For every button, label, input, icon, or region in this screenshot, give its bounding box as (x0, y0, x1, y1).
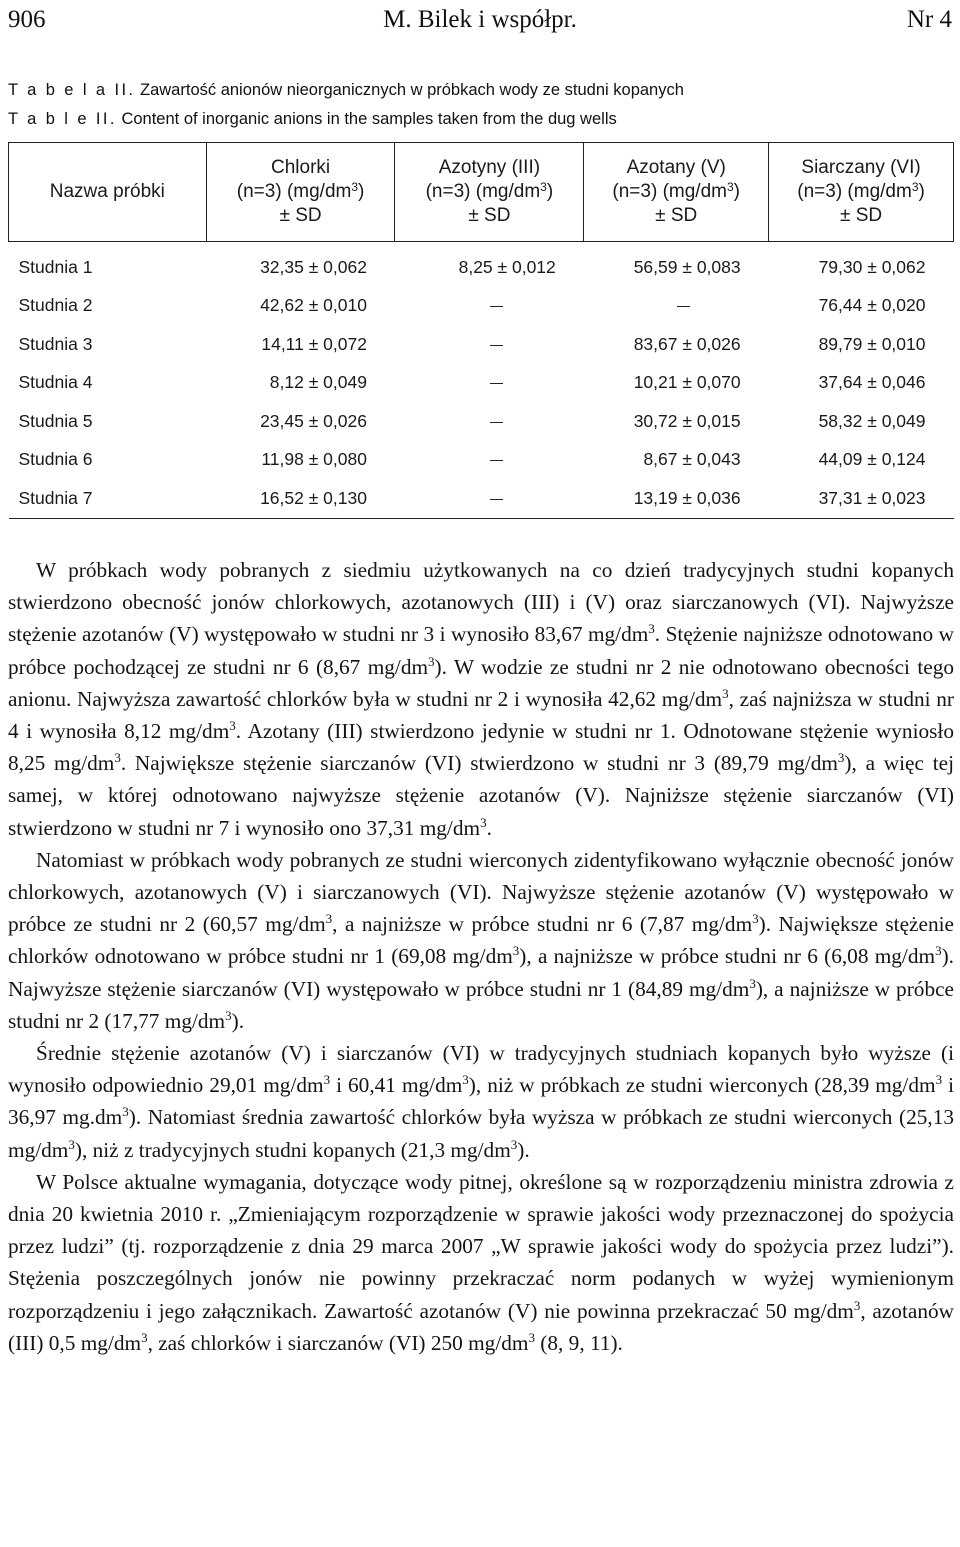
paragraph-text: i 36,97 mg.dm (8, 1073, 954, 1130)
cell-sulfates: 44,09 ± 0,124 (818, 449, 926, 470)
unit-exponent: 3 (853, 1297, 861, 1313)
cell-nitrites-not-detected (395, 325, 584, 364)
paragraph-text: Natomiast w próbkach wody pobranych ze studni wierconych zidentyfikowano wyłącznie obecność jonów chlorkowych, azotanowych (V) i siarczanowych (VI). Najwyższe stężenie azotanów (V) występowało w próbce ze studni nr 2 (60,57 mg/dm (8, 847, 954, 937)
not-detected-dash (490, 345, 503, 346)
cell-chlorides: 8,12 ± 0,049 (269, 372, 367, 393)
cell-sulfates: 37,31 ± 0,023 (769, 479, 954, 518)
unit-exponent: 3 (122, 1104, 129, 1120)
unit-exponent: 3 (752, 911, 759, 927)
paragraph-text: ). (517, 1137, 530, 1162)
cell-nitrites-not-detected (395, 479, 584, 518)
not-detected-dash (490, 306, 503, 307)
unit-exponent: 3 (68, 1136, 75, 1152)
cell-nitrates: 56,59 ± 0,083 (633, 256, 741, 277)
table-row (9, 402, 954, 441)
page-number: 906 (8, 6, 46, 33)
paragraph-text: i 60,41 mg/dm (330, 1073, 463, 1098)
cell-nitrates: 10,21 ± 0,070 (633, 372, 741, 393)
table-caption-polish (8, 80, 952, 100)
cell-sample-name: Studnia 4 (18, 372, 93, 393)
not-detected-dash (490, 383, 503, 384)
header-unit: (n=3) (mg/dm (425, 181, 541, 202)
paragraph-text: W Polsce aktualne wymagania, dotyczące wody pitnej, określone są w rozporządzeniu ministra zdrowia z dnia 20 kwietnia 2010 r. „Zmieniającym rozporządzenie w sprawie jakości wody przeznaczonej do spożycia przez ludzi” (tj. rozporządzenie z dnia 29 marca 2007 „W sprawie jakości wody do spożycia przez ludzi”). Stężenia poszczególnych jonów nie powinny przekraczać norm podanych w wyżej wymienionym rozporządzeniu i jego załącznikach. Zawartość azotanów (V) nie powinna przekraczać 50 mg/dm (8, 1169, 954, 1323)
cell-nitrates: 13,19 ± 0,036 (584, 479, 769, 518)
unit-exponent: 3 (749, 975, 756, 991)
cell-chlorides: 32,35 ± 0,062 (260, 256, 367, 277)
unit-exponent: 3 (935, 943, 942, 959)
paragraph-text: . (486, 815, 492, 840)
cell-sulfates: 37,64 ± 0,046 (818, 372, 926, 393)
unit-exponent: 3 (462, 1072, 469, 1088)
unit-exponent: 3 (837, 750, 845, 766)
cell-sulfates: 79,30 ± 0,062 (818, 256, 926, 277)
cell-nitrates: 83,67 ± 0,026 (633, 333, 741, 354)
cell-sample-name: Studnia 1 (18, 256, 93, 277)
cell-sample-name: Studnia 6 (18, 449, 93, 470)
table-row (9, 364, 954, 403)
unit-exponent: 3 (512, 943, 520, 959)
header-nitrates (584, 143, 769, 242)
header-sd: ± SD (655, 205, 698, 226)
table-row (9, 441, 954, 480)
header-label: Azotyny (III) (438, 157, 541, 178)
paragraph-text: , zaś najniższa w studni nr 4 i wynosiła 8,12 mg/dm (8, 686, 954, 744)
cell-chlorides: 23,45 ± 0,026 (260, 410, 367, 431)
header-label: Azotany (V) (626, 157, 726, 178)
paragraph-text: . Stężenie najniższe odnotowano w próbce pochodzącej ze studni nr 6 (8,67 mg/dm (8, 622, 954, 679)
paragraph-text: , zaś chlorków i siarczanów (VI) 250 mg/dm (147, 1330, 529, 1355)
unit-exponent: 3 (722, 685, 729, 701)
paragraph-text: ), a najniższe w próbce studni nr 6 (6,08 mg/dm (519, 944, 936, 969)
body-paragraph (8, 1037, 954, 1166)
paragraph-text: . Azotany (III) stwierdzono jedynie w studni nr 1. Odnotowane stężenie wyniosło 8,25 mg/dm (8, 719, 954, 776)
cell-nitrites-not-detected (395, 402, 584, 441)
body-paragraph (8, 1166, 954, 1359)
cell-sample-name: Studnia 5 (18, 410, 93, 431)
paragraph-text: ). Najwyższe stężenie siarczanów (VI) występowało w próbce studni nr 1 (84,89 mg/dm (8, 944, 954, 1001)
header-unit-exponent: 3 (726, 180, 734, 194)
table-body (9, 242, 954, 519)
header-label: Chlorki (271, 157, 331, 178)
cell-chlorides: 42,62 ± 0,010 (260, 295, 367, 316)
paragraph-text: ). (231, 1008, 245, 1033)
cell-sulfates: 76,44 ± 0,020 (818, 295, 926, 316)
paragraph-text: ), niż w próbkach ze studni wierconych (28,39 mg/dm (468, 1073, 936, 1098)
header-unit-close: ) (546, 181, 554, 202)
paragraph-text: ). Natomiast średnia zawartość chlorków była wyższa w próbkach ze studni wierconych (25,13 mg/dm (8, 1105, 954, 1162)
table-row (9, 325, 954, 364)
table-header-row (9, 143, 954, 242)
not-detected-dash (490, 499, 503, 500)
header-sample-name (9, 143, 207, 242)
header-unit-exponent: 3 (540, 180, 547, 194)
cell-chlorides: 14,11 ± 0,072 (261, 333, 367, 354)
unit-exponent: 3 (229, 718, 236, 734)
paragraph-text: (8, 9, 11). (534, 1330, 623, 1355)
cell-sample-name: Studnia 2 (18, 295, 93, 316)
cell-nitrites-not-detected (395, 287, 584, 326)
header-sd: ± SD (468, 205, 511, 226)
table-title-english: Content of inorganic anions in the samples taken from the dug wells (121, 110, 617, 128)
cell-nitrites-not-detected (395, 364, 584, 403)
header-sd: ± SD (279, 205, 322, 226)
unit-exponent: 3 (323, 1072, 331, 1088)
cell-nitrates: 8,67 ± 0,043 (643, 449, 741, 470)
cell-chlorides: 11,98 ± 0,080 (261, 449, 367, 470)
not-detected-dash (490, 460, 503, 461)
header-chlorides (206, 143, 395, 242)
unit-exponent: 3 (528, 1329, 535, 1345)
not-detected-dash (490, 422, 503, 423)
running-head-authors: M. Bilek i współpr. (383, 6, 577, 33)
header-unit-exponent: 3 (351, 180, 359, 194)
table-label-polish: T a b e l a II. (8, 81, 136, 99)
cell-nitrates: 30,72 ± 0,015 (633, 410, 741, 431)
cell-nitrites: 8,25 ± 0,012 (458, 256, 556, 277)
paragraph-text: ). Największe stężenie chlorków odnotowano w próbce studni nr 1 (69,08 mg/dm (8, 912, 954, 969)
paragraph-text: . Największe stężenie siarczanów (VI) stwierdzono w studni nr 3 (89,79 mg/dm (120, 751, 838, 776)
unit-exponent: 3 (428, 653, 435, 669)
cell-sulfates: 89,79 ± 0,010 (818, 333, 926, 354)
unit-exponent: 3 (325, 911, 333, 927)
not-detected-dash (677, 306, 690, 307)
running-head (8, 0, 952, 40)
table-row (9, 479, 954, 518)
paragraph-text: ), a najniższe w próbce studni nr 2 (17,77 mg/dm (8, 976, 954, 1033)
issue-number: Nr 4 (906, 6, 952, 33)
header-sample-label: Nazwa próbki (49, 181, 165, 202)
header-unit-exponent: 3 (911, 180, 919, 194)
header-unit: (n=3) (mg/dm (797, 181, 912, 202)
unit-exponent: 3 (648, 621, 655, 637)
header-unit: (n=3) (mg/dm (612, 181, 727, 202)
header-sd: ± SD (840, 205, 883, 226)
paragraph-text: Średnie stężenie azotanów (V) i siarczanów (VI) w tradycyjnych studniach kopanych było wyższe (i wynosiło odpowiednio 29,01 mg/dm (8, 1041, 954, 1098)
table-row (9, 287, 954, 326)
anions-table (8, 142, 954, 519)
cell-nitrates-not-detected (584, 287, 769, 326)
table-caption-english (8, 109, 952, 129)
cell-nitrites-not-detected (395, 441, 584, 480)
body-paragraph (8, 554, 954, 844)
header-nitrites (395, 143, 584, 242)
unit-exponent: 3 (480, 814, 487, 830)
paragraph-text: ), a więc tej samej, w której odnotowano najwyższe stężenie azotanów (V). Najniższe stężenie siarczanów (VI) stwierdzono w studni nr 7 i wynosiło ono 37,31 mg/dm (8, 751, 954, 840)
table-row (9, 242, 954, 287)
paragraph-text: ), niż z tradycyjnych studni kopanych (21,3 mg/dm (74, 1137, 511, 1162)
header-label: Siarczany (VI) (801, 157, 921, 178)
paragraph-text: , azotanów (III) 0,5 mg/dm (8, 1298, 954, 1355)
cell-sample-name: Studnia 3 (18, 333, 93, 354)
table-label-english: T a b l e II. (8, 110, 117, 128)
paragraph-text: ). W wodzie ze studni nr 2 nie odnotowano obecności tego anionu. Najwyższa zawartość chlorków była w studni nr 2 i wynosiła 42,62 mg/dm (8, 654, 955, 711)
header-unit-close: ) (358, 181, 365, 202)
header-unit: (n=3) (mg/dm (236, 181, 352, 202)
paragraph-text: , a najniższe w próbce studni nr 6 (7,87 mg/dm (332, 912, 753, 937)
cell-sulfates: 58,32 ± 0,049 (818, 410, 926, 431)
body-paragraph (8, 844, 954, 1037)
table-title-polish: Zawartość anionów nieorganicznych w próbkach wody ze studni kopanych (140, 81, 684, 99)
unit-exponent: 3 (935, 1072, 943, 1088)
article-body (8, 554, 954, 1359)
unit-exponent: 3 (141, 1329, 148, 1345)
paragraph-text: W próbkach wody pobranych z siedmiu użytkowanych na co dzień tradycyjnych studni kopanych stwierdzono obecność jonów chlorkowych, azotanowych (III) i (V) oraz siarczanowych (VI). Najwyższe stężenie azotanów (V) występowało w studni nr 3 i wynosiło 83,67 mg/dm (8, 558, 954, 647)
cell-chlorides: 16,52 ± 0,130 (206, 479, 395, 518)
unit-exponent: 3 (114, 750, 121, 766)
unit-exponent: 3 (225, 1007, 232, 1023)
header-sulfates (769, 143, 954, 242)
header-unit-close: ) (733, 181, 740, 202)
unit-exponent: 3 (510, 1136, 518, 1152)
header-unit-close: ) (918, 181, 925, 202)
cell-sample-name: Studnia 7 (9, 479, 207, 518)
